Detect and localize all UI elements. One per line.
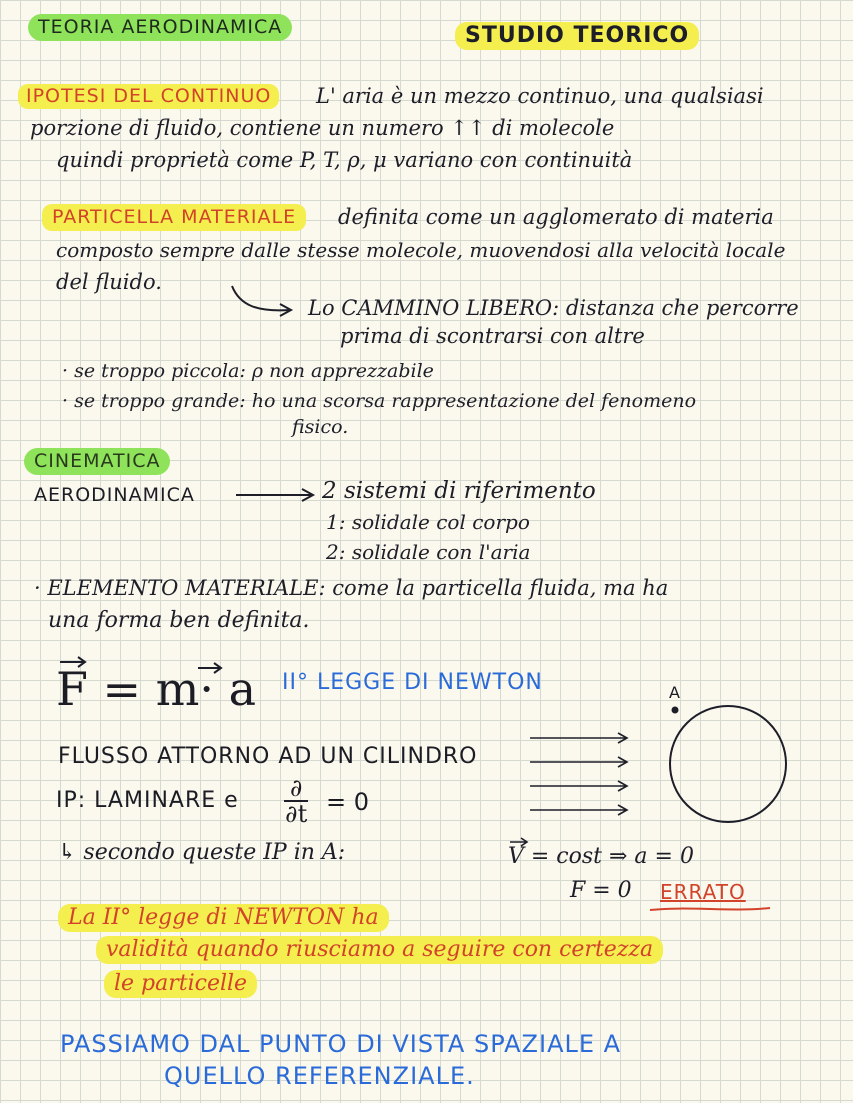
sistemi-riferimento: 2 sistemi di riferimento [322,478,596,504]
particella-line1: definita come un agglomerato di materia [338,205,774,229]
sistema-1: 1: solidale col corpo [326,510,530,534]
force-zero: F = 0 [570,878,632,903]
bullet-troppo-grande-cont: fisico. [292,416,349,438]
conclusione-line1: La II° legge di NEWTON ha [68,905,379,930]
velocity-constant: V = cost ⇒ a = 0 [508,844,694,869]
cammino-line2: prima di scontrarsi con altre [340,324,645,348]
aerodinamica-label: AERODINAMICA [34,484,195,506]
flusso-title: FLUSSO ATTORNO AD UN CILINDRO [58,744,478,769]
errato-label: ERRATO [660,880,746,904]
continuo-line1: L' aria è un mezzo continuo, una qualsiasi [316,84,764,108]
page-title: TEORIA AERODINAMICA [38,16,283,38]
point-a [672,707,679,714]
flow-arrow-2 [530,757,627,767]
continuo-line2: porzione di fluido, contiene un numero ↑↑ di molecole [30,116,615,140]
cylinder [670,706,786,822]
finale-line2: QUELLO REFERENZIALE. [164,1062,475,1090]
finale-line1: PASSIAMO DAL PUNTO DI VISTA SPAZIALE A [60,1030,622,1058]
continuo-line3: quindi proprietà come P, T, ρ, μ variano con continuità [56,148,633,172]
flow-arrow-3 [530,781,627,791]
formula-equals: = m· [102,662,214,716]
bullet-troppo-piccola: · se troppo piccola: ρ non apprezzabile [62,360,434,382]
cammino-line1: Lo CAMMINO LIBERO: distanza che percorre [308,296,799,320]
conclusione-line3: le particelle [114,971,248,996]
acceleration-vector-arrow [198,663,221,673]
force-vector-arrow [60,657,85,667]
page-subtitle: STUDIO TEORICO [465,23,690,48]
particella-line2: composto sempre dalle stesse molecole, muovendosi alla velocità locale [56,238,786,262]
cammino-arrow [232,286,290,310]
flusso-consequence: ↳ secondo queste IP in A: [58,840,346,865]
derivative-denominator: ∂t [285,800,308,828]
flow-arrows [530,733,627,815]
conclusione-line2: validità quando riusciamo a seguire con certezza [106,937,654,962]
sistema-2: 2: solidale con l'aria [326,540,531,564]
flow-arrow-1 [530,733,627,743]
velocity-vector-arrow [510,838,527,846]
cinematica-heading: CINEMATICA [34,450,161,472]
point-a-label: A [669,683,680,702]
bullet-troppo-grande: · se troppo grande: ho una scorsa rappresentazione del fenomeno [62,390,697,412]
derivative-equals: = 0 [326,788,370,816]
particella-heading: PARTICELLA MATERIALE [52,206,297,228]
elemento-line1: · ELEMENTO MATERIALE: come la particella fluida, ma ha [34,576,669,600]
acceleration-symbol: a [228,662,257,716]
derivative-numerator: ∂ [284,776,308,802]
continuo-heading: IPOTESI DEL CONTINUO [26,85,272,107]
errato-underline [650,908,770,910]
elemento-line2: una forma ben definita. [48,608,310,633]
newton-law-label: II° LEGGE DI NEWTON [282,670,543,695]
flow-arrow-4 [530,805,627,815]
particella-line3: del fluido. [56,270,162,294]
flusso-ip: IP: LAMINARE e [56,788,239,813]
force-symbol: F [56,662,88,716]
